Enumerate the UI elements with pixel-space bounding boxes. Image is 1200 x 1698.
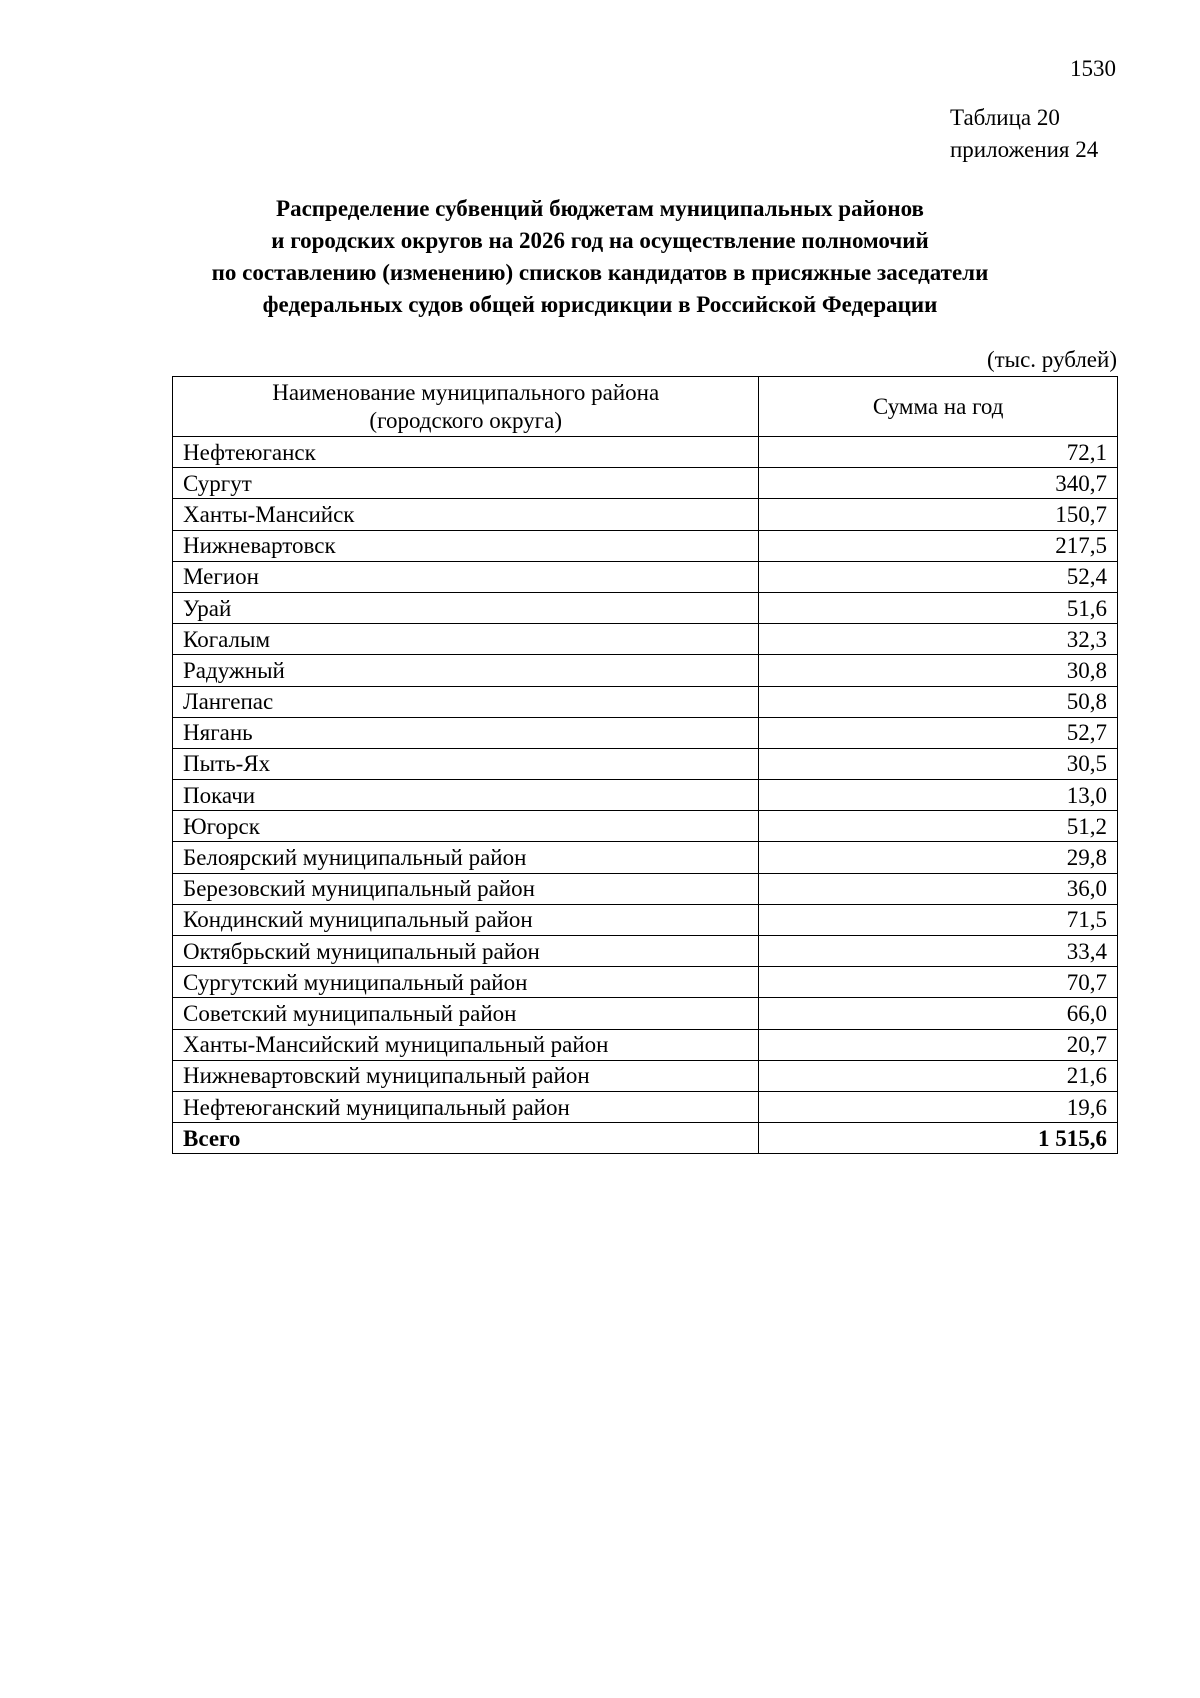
- table-row: [173, 904, 1118, 935]
- header-sum: Сумма на год: [759, 377, 1118, 437]
- municipality-name: Березовский муниципальный район: [173, 873, 759, 904]
- municipality-name: Октябрьский муниципальный район: [173, 936, 759, 967]
- subsidy-table: [172, 376, 1118, 1154]
- municipality-name: Нефтеюганск: [173, 437, 759, 468]
- table-row: [173, 468, 1118, 499]
- annual-sum: 340,7: [759, 468, 1118, 499]
- municipality-name: Урай: [173, 592, 759, 623]
- title-line: по составлению (изменению) списков кандидатов в присяжные заседатели: [211, 260, 989, 285]
- table-row: [173, 592, 1118, 623]
- table-row: [173, 748, 1118, 779]
- municipality-name: Лангепас: [173, 686, 759, 717]
- total-value: 1 515,6: [759, 1123, 1118, 1154]
- municipality-name: Нефтеюганский муниципальный район: [173, 1091, 759, 1122]
- annual-sum: 51,2: [759, 811, 1118, 842]
- table-row: [173, 780, 1118, 811]
- annual-sum: 33,4: [759, 936, 1118, 967]
- table-reference-line: приложения 24: [950, 137, 1099, 162]
- municipality-name: Сургут: [173, 468, 759, 499]
- table-row: [173, 967, 1118, 998]
- table-row: [173, 561, 1118, 592]
- municipality-name: Сургутский муниципальный район: [173, 967, 759, 998]
- municipality-name: Югорск: [173, 811, 759, 842]
- header-municipality-line: (городского округа): [369, 407, 562, 433]
- total-label: Всего: [173, 1123, 759, 1154]
- annual-sum: 71,5: [759, 904, 1118, 935]
- annual-sum: 30,8: [759, 655, 1118, 686]
- municipality-name: Радужный: [173, 655, 759, 686]
- title-line: Распределение субвенций бюджетам муниципальных районов: [276, 196, 924, 221]
- table-row: [173, 936, 1118, 967]
- table-row: [173, 998, 1118, 1029]
- municipality-name: Нижневартовск: [173, 530, 759, 561]
- annual-sum: 66,0: [759, 998, 1118, 1029]
- municipality-name: Ханты-Мансийск: [173, 499, 759, 530]
- annual-sum: 30,5: [759, 748, 1118, 779]
- table-row: [173, 873, 1118, 904]
- header-municipality: [173, 377, 759, 437]
- annual-sum: 70,7: [759, 967, 1118, 998]
- document-title: [0, 193, 1200, 321]
- table-row: [173, 1060, 1118, 1091]
- table-row: [173, 655, 1118, 686]
- table-body: [173, 437, 1118, 1154]
- annual-sum: 20,7: [759, 1029, 1118, 1060]
- total-row: [173, 1123, 1118, 1154]
- annual-sum: 72,1: [759, 437, 1118, 468]
- municipality-name: Нягань: [173, 717, 759, 748]
- table-row: [173, 717, 1118, 748]
- annual-sum: 19,6: [759, 1091, 1118, 1122]
- annual-sum: 150,7: [759, 499, 1118, 530]
- table-reference: [950, 102, 1098, 166]
- table-row: [173, 811, 1118, 842]
- title-line: федеральных судов общей юрисдикции в Российской Федерации: [262, 292, 938, 317]
- annual-sum: 13,0: [759, 780, 1118, 811]
- annual-sum: 32,3: [759, 624, 1118, 655]
- municipality-name: Ханты-Мансийский муниципальный район: [173, 1029, 759, 1060]
- table-reference-line: Таблица 20: [950, 105, 1060, 130]
- municipality-name: Нижневартовский муниципальный район: [173, 1060, 759, 1091]
- units-label: (тыс. рублей): [986, 347, 1117, 372]
- annual-sum: 51,6: [759, 592, 1118, 623]
- municipality-name: Кондинский муниципальный район: [173, 904, 759, 935]
- table-row: [173, 530, 1118, 561]
- title-line: и городских округов на 2026 год на осуществление полномочий: [271, 228, 929, 253]
- table-row: [173, 842, 1118, 873]
- annual-sum: 50,8: [759, 686, 1118, 717]
- table-row: [173, 437, 1118, 468]
- annual-sum: 21,6: [759, 1060, 1118, 1091]
- municipality-name: Советский муниципальный район: [173, 998, 759, 1029]
- municipality-name: Когалым: [173, 624, 759, 655]
- annual-sum: 36,0: [759, 873, 1118, 904]
- municipality-name: Белоярский муниципальный район: [173, 842, 759, 873]
- annual-sum: 52,4: [759, 561, 1118, 592]
- annual-sum: 217,5: [759, 530, 1118, 561]
- annual-sum: 52,7: [759, 717, 1118, 748]
- table-row: [173, 686, 1118, 717]
- page-number: 1530: [1070, 56, 1116, 81]
- table-row: [173, 624, 1118, 655]
- municipality-name: Пыть-Ях: [173, 748, 759, 779]
- table-row: [173, 1029, 1118, 1060]
- table-header-row: [173, 377, 1118, 437]
- table-row: [173, 499, 1118, 530]
- header-municipality-line: Наименование муниципального района: [272, 379, 660, 405]
- municipality-name: Покачи: [173, 780, 759, 811]
- table-row: [173, 1091, 1118, 1122]
- annual-sum: 29,8: [759, 842, 1118, 873]
- municipality-name: Мегион: [173, 561, 759, 592]
